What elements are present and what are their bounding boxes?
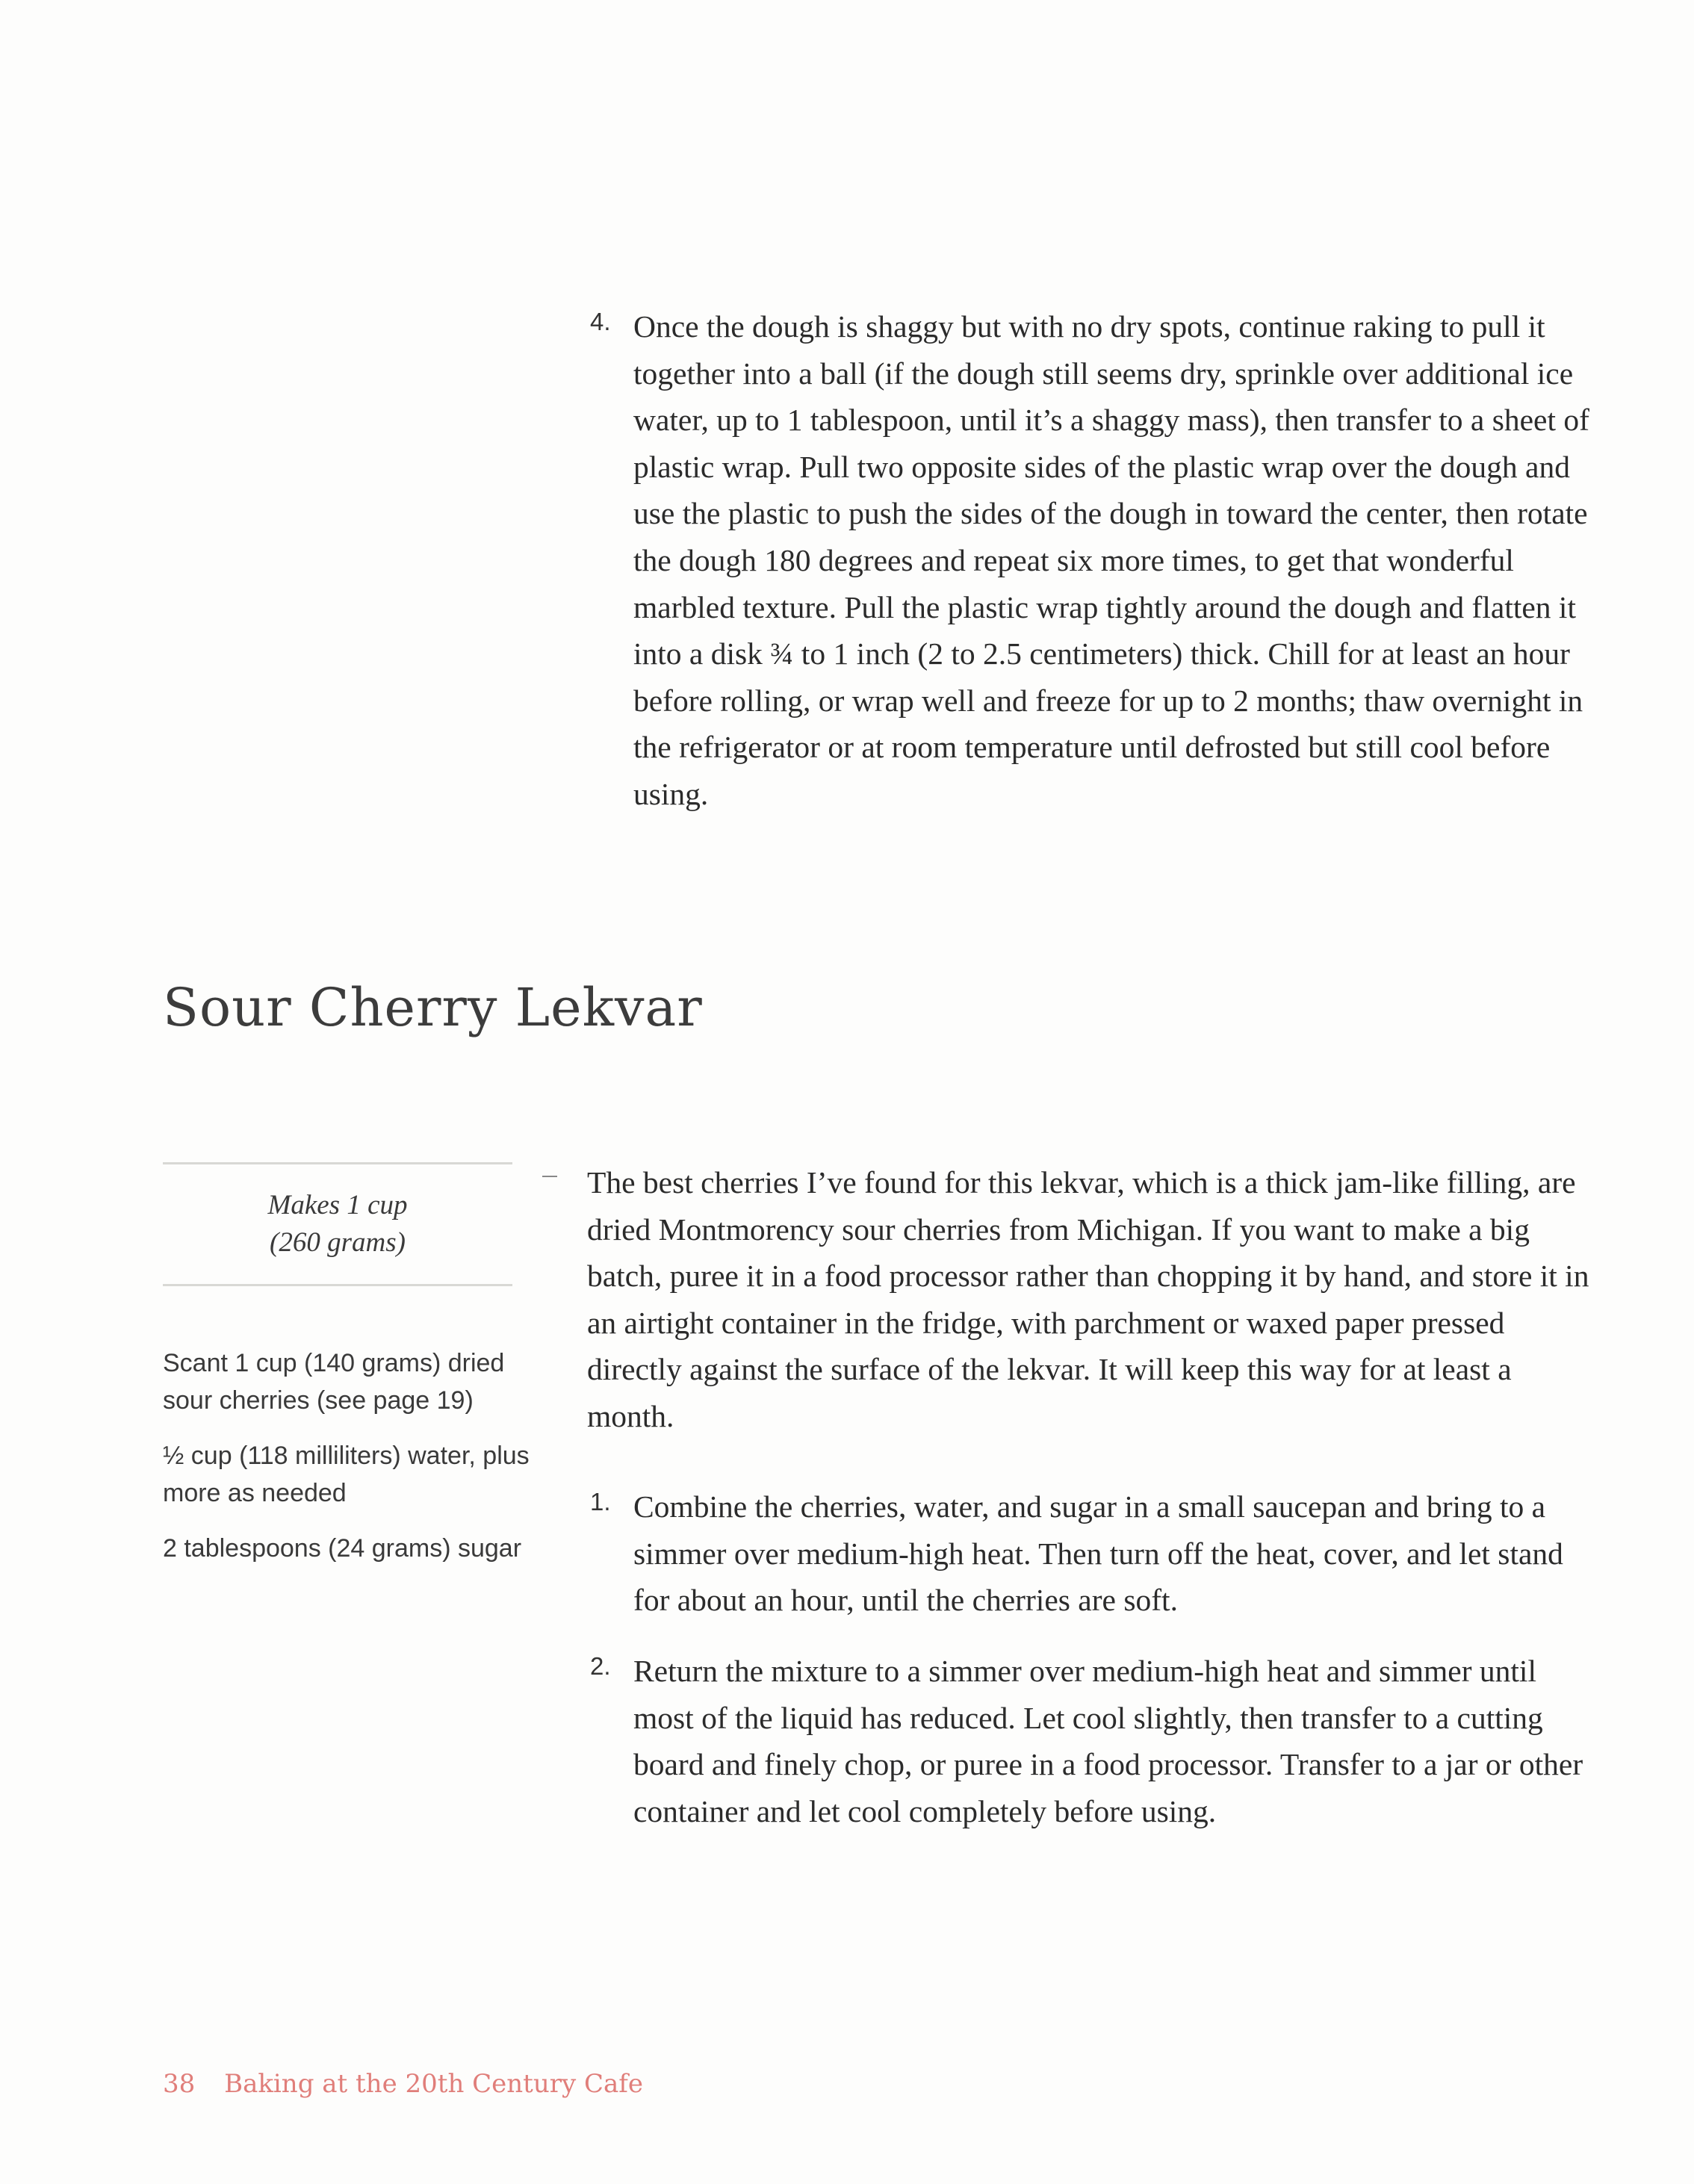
yield-box — [163, 1162, 512, 1286]
method-step-1 — [590, 1483, 1598, 1624]
ingredient-list — [163, 1344, 551, 1585]
step-text: Combine the cherries, water, and sugar in a small saucepan and bring to a simmer over medium-high heat. Then turn off the heat, cover, and let stand for about an hour, until the cherries are soft. — [633, 1489, 1563, 1618]
yield-amount: Makes 1 cup — [267, 1190, 408, 1220]
method-step-4 — [590, 303, 1598, 818]
yield-text — [163, 1187, 512, 1262]
step-number: 1. — [590, 1488, 611, 1516]
step-number: 2. — [590, 1652, 611, 1680]
ingredient-item: 2 tablespoons (24 grams) sugar — [163, 1534, 522, 1563]
ingredient-item: Scant 1 cup (140 grams) dried sour cherries (see page 19) — [163, 1349, 505, 1415]
intro-dash — [542, 1176, 557, 1177]
step-text: Once the dough is shaggy but with no dry spots, continue raking to pull it together into a ball (if the dough still seems dry, sprinkle over additional ice water, up to 1 tablespoon, until it’s a shaggy mass), then transfer to a sheet of plastic wrap. Pull two opposite sides of the plastic wrap over the dough and use the plastic to push the sides of the dough in toward the center, then rotate the dough 180 degrees and repeat six more times, to get that wonderful marbled texture. Pull the plastic wrap tightly around the dough and flatten it into a disk ¾ to 1 inch (2 to 2.5 centimeters) thick. Chill for at least an hour before rolling, or wrap well and freeze for up to 2 months; thaw overnight in the refrigerator or at room temperature until defrosted but still cool before using. — [633, 309, 1589, 811]
step-text: Return the mixture to a simmer over medium-high heat and simmer until most of the liquid has reduced. Let cool slightly, then transfer to a cutting board and finely chop, or puree in a food processor. Transfer to a jar or other container and let cool completely before using. — [633, 1654, 1583, 1828]
running-book-title: Baking at the 20th Century Cafe — [224, 2069, 643, 2099]
recipe-intro: The best cherries I’ve found for this lekvar, which is a thick jam-like filling, are dried Montmorency sour cherries from Michigan. If you want to make a big batch, puree it in a food processor rather than chopping it by hand, and store it in an airtight container in the fridge, with parchment or waxed paper pressed directly against the surface of the lekvar. It will keep this way for at least a month. — [587, 1165, 1589, 1433]
ingredient-item: ½ cup (118 milliliters) water, plus more as needed — [163, 1442, 530, 1507]
step-number: 4. — [590, 308, 611, 335]
page-number: 38 — [163, 2069, 196, 2099]
page-footer — [163, 2069, 643, 2099]
yield-weight: (260 grams) — [270, 1227, 406, 1258]
recipe-title: Sour Cherry Lekvar — [163, 977, 703, 1038]
method-step-2 — [590, 1648, 1598, 1834]
